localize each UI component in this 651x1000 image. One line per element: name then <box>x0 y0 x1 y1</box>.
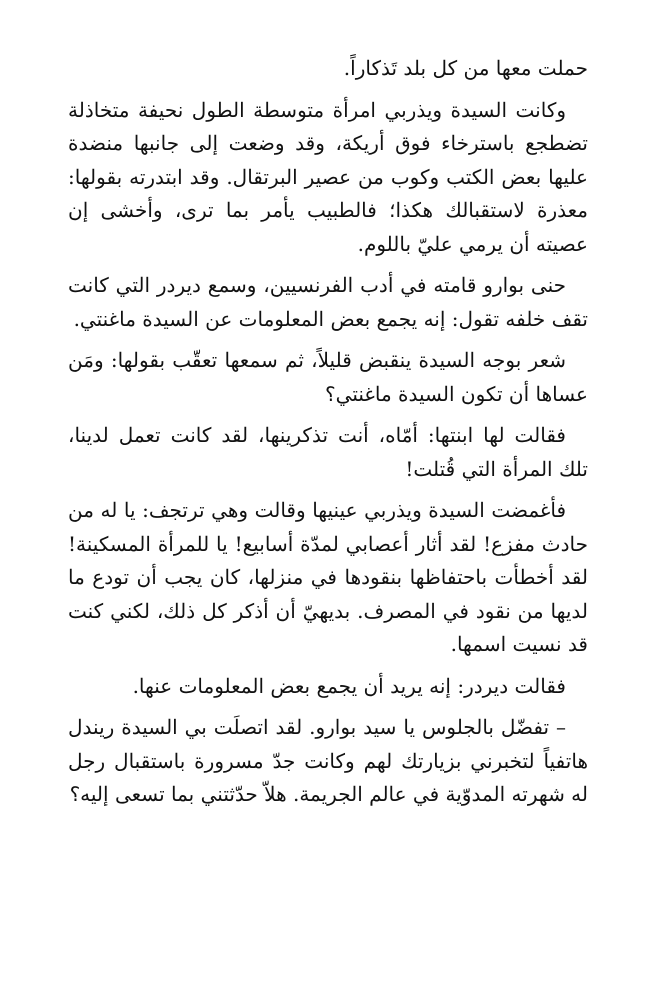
page-text <box>68 52 588 820</box>
paragraph: فقالت ديردر: إنه يريد أن يجمع بعض المعلومات عنها. <box>132 673 566 698</box>
paragraph: فقالت لها ابنتها: أمّاه، أنت تذكرينها، لقد كانت تعمل لدينا، تلك المرأة التي قُتلت! <box>68 423 588 481</box>
paragraph: فأغمضت السيدة ويذربي عينيها وقالت وهي ترتجف: يا له من حادث مفزع! لقد أثار أعصابي لمدّة أسابيع! يا للمرأة المسكينة! لقد أخطأت باحتفاظها بنقودها في منزلها، كان يجب أن تودع ما لديها من نقود في المصرف. بديهيّ أن أذكر كل ذلك، لكني كنت قد نسيت اسمها. <box>68 498 588 656</box>
paragraph: وكانت السيدة ويذربي امرأة متوسطة الطول نحيفة متخاذلة تضطجع باسترخاء فوق أريكة، وقد وضعت إلى جانبها منضدة عليها بعض الكتب وكوب من عصير البرتقال. وقد ابتدرته بقولها: معذرة لاستقبالك هكذا؛ فالطبيب يأمر بما ترى، وأخشى إن عصيته أن يرمي عليّ باللوم. <box>68 97 588 256</box>
paragraph: شعر بوجه السيدة ينقبض قليلاً، ثم سمعها تعقّب بقولها: ومَن عساها أن تكون السيدة ماغنتي؟ <box>68 348 588 406</box>
paragraph: حملت معها من كل بلد تَذكاراً. <box>343 56 588 80</box>
paragraph: – تفضّل بالجلوس يا سيد بوارو. لقد اتصلَت بي السيدة ريندل هاتفياً لتخبرني بزيارتك لهم وكانت جدّ مسرورة باستقبال رجل له شهرته المدوّية في عالم الجريمة. هلاّ حدّثتني بما تسعى إليه؟ <box>68 715 588 806</box>
paragraph: حنى بوارو قامته في أدب الفرنسيين، وسمع ديردر التي كانت تقف خلفه تقول: إنه يجمع بعض المعلومات عن السيدة ماغنتي. <box>68 273 588 331</box>
